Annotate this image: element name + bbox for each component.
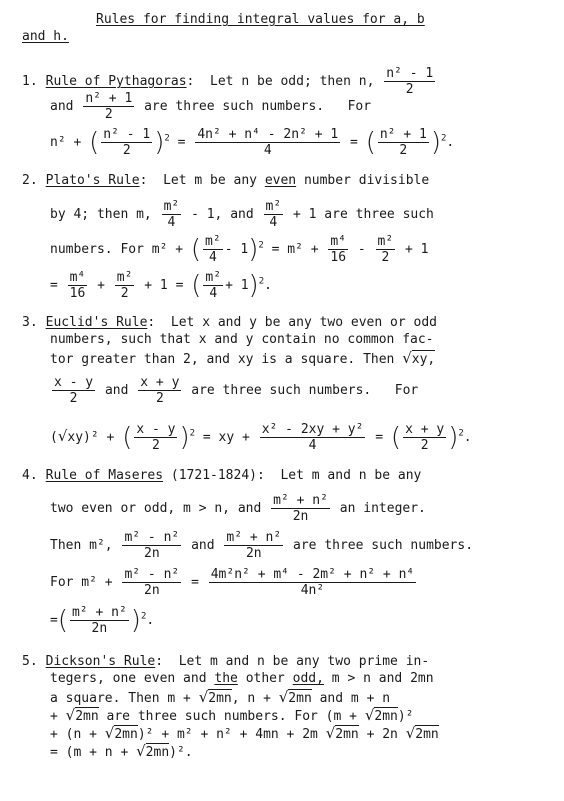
denominator: 2	[152, 438, 160, 453]
fraction	[203, 271, 223, 300]
denominator: 2	[399, 143, 408, 158]
rule-text: an integer.	[339, 501, 426, 516]
equation-text: + 2n	[366, 727, 398, 742]
rule-3-line-4	[50, 376, 418, 405]
equals: =	[375, 430, 384, 445]
numerator: x + y	[140, 375, 180, 390]
numerator: x² - 2xy + y²	[261, 422, 364, 437]
radicand: 2mn	[374, 709, 398, 724]
rule-text: Let n be odd; then n,	[210, 74, 375, 89]
rule-text: other	[245, 671, 285, 686]
left-paren: (	[365, 127, 376, 158]
numerator: m⁴	[330, 234, 347, 249]
denominator: 2n	[245, 546, 262, 561]
rule-text: Let x and y be any two even or odd	[170, 315, 437, 330]
radical-sign: √	[57, 427, 68, 445]
rule-text: Let m and n be any	[280, 468, 422, 483]
rule-text: + 1 are three such	[293, 207, 434, 222]
rule-text: and	[50, 99, 74, 114]
exponent: 2	[189, 428, 196, 439]
radicand: 2mn	[415, 727, 439, 742]
radical-sign: √	[405, 724, 416, 742]
rule-text: tegers, one even and	[50, 671, 207, 686]
rule-text: and m + n	[319, 691, 391, 706]
right-paren: )	[179, 422, 190, 453]
numerator: m² + n²	[226, 530, 282, 545]
exponent: 2	[440, 133, 447, 144]
rule-number: 5.	[22, 654, 38, 669]
radical-sign: √	[65, 706, 76, 724]
equation-text: )² + m² + n² + 4mn + 2m	[137, 727, 318, 742]
numerator: n² + 1	[85, 91, 133, 106]
denominator: 2n	[144, 583, 160, 598]
radical-sign: √	[402, 349, 412, 367]
right-paren: )	[430, 127, 441, 158]
denominator: 4	[167, 215, 176, 230]
rule-5-line-4	[50, 707, 414, 725]
equation-text: )².	[169, 745, 193, 760]
rule-text: a square. Then m +	[50, 691, 191, 706]
radical-sign: √	[278, 688, 289, 706]
equation-text: For m² +	[50, 575, 113, 590]
fraction	[224, 531, 283, 560]
radicand: 2mn	[75, 709, 99, 724]
fraction	[83, 92, 134, 121]
period: .	[146, 613, 155, 628]
numerator: m²	[205, 270, 222, 285]
rule-3-line-1	[22, 315, 437, 331]
fraction	[260, 423, 366, 452]
fraction	[195, 128, 340, 157]
equation-text: = xy +	[202, 430, 250, 445]
rule-text: two even or odd, m > n, and	[50, 501, 262, 516]
rule-text: by 4; then m,	[50, 207, 152, 222]
numerator: x - y	[136, 422, 176, 437]
colon: :	[139, 173, 148, 188]
rule-4-line-4	[50, 568, 418, 597]
fraction	[271, 494, 330, 523]
radical-sign: √	[136, 742, 146, 760]
denominator: 4	[263, 143, 272, 158]
equation-text: + 1 =	[144, 278, 184, 293]
fraction	[138, 376, 181, 405]
rule-name: Dickson's Rule	[45, 654, 156, 669]
equals: =	[50, 613, 58, 628]
rule-text: tor greater than 2, and xy is a square. Then	[50, 352, 395, 367]
period: .	[446, 135, 455, 150]
rule-5-line-3	[50, 689, 390, 707]
rule-number: 2.	[22, 173, 38, 188]
denominator: 4	[208, 250, 217, 265]
radical-sign: √	[198, 688, 209, 706]
radicand: 2mn	[288, 691, 312, 706]
rule-4-line-5	[50, 606, 154, 635]
rule-5-line-2	[50, 671, 434, 687]
left-paren: (	[122, 422, 133, 453]
equals: =	[350, 135, 358, 150]
numerator: m² + n²	[71, 605, 127, 620]
denominator: 2	[120, 286, 129, 301]
rule-name: Rule of Pythagoras	[45, 74, 187, 89]
numerator: m⁴	[69, 270, 86, 285]
denominator: 2	[104, 107, 113, 122]
equals: =	[50, 278, 58, 293]
exponent: 2	[140, 611, 147, 622]
numerator: m²	[205, 234, 221, 249]
denominator: 2	[155, 391, 164, 406]
numerator: m²	[163, 199, 180, 214]
denominator: 4	[308, 438, 317, 453]
right-paren: )	[130, 605, 141, 636]
numerator: m² + n²	[273, 493, 328, 508]
numerator: 4n² + n⁴ - 2n² + 1	[197, 127, 339, 142]
numerator: n² - 1	[103, 127, 151, 142]
rule-text: Then m²,	[50, 538, 113, 553]
equation-text: + 1	[405, 242, 429, 257]
radicand: 2mn	[335, 727, 359, 742]
rule-5-line-5	[50, 725, 439, 743]
period: .	[264, 278, 272, 293]
denominator: 4	[209, 286, 218, 301]
rule-text: are three such numbers.	[191, 383, 372, 398]
colon: :	[147, 315, 156, 330]
period: .	[463, 430, 472, 445]
colon: :	[155, 654, 164, 669]
numerator: 4m²n² + m⁴ - 2m² + n² + n⁴	[210, 567, 415, 582]
rule-4-line-2	[50, 494, 426, 523]
denominator: 4n²	[300, 583, 325, 598]
rule-5-line-1	[22, 654, 429, 670]
left-paren: (	[57, 605, 68, 636]
denominator: 2	[122, 143, 131, 158]
left-paren: (	[190, 234, 202, 265]
radicand: xy,	[411, 352, 436, 367]
radical-sign: √	[325, 724, 336, 742]
rule-dates: (1721-1824):	[170, 468, 265, 483]
page-title-continued: and h.	[22, 29, 69, 44]
numerator: x - y	[54, 375, 94, 390]
left-paren: (	[50, 430, 58, 445]
equation-text: + (n +	[50, 727, 97, 742]
rule-number: 3.	[22, 315, 38, 330]
equals: =	[177, 135, 186, 150]
rule-3-line-2: numbers, such that x and y contain no common fac-	[50, 332, 434, 347]
left-paren: (	[89, 127, 100, 158]
rule-1-equation	[50, 128, 454, 157]
rule-5-line-6	[50, 743, 193, 761]
right-paren: )	[154, 127, 165, 158]
equation-text: = (m + n +	[50, 745, 129, 760]
rule-text: , n +	[231, 691, 271, 706]
numerator: x + y	[405, 422, 445, 437]
denominator: 2n	[91, 621, 108, 636]
rule-number: 4.	[22, 468, 38, 483]
rule-3-line-3	[50, 350, 435, 368]
denominator: 16	[69, 286, 86, 301]
rule-text: and	[191, 538, 215, 553]
fraction	[328, 235, 348, 264]
fraction	[115, 271, 135, 300]
radicand: 2mn	[208, 691, 232, 706]
numerator: n² - 1	[386, 66, 434, 81]
numerator: m² - n²	[124, 567, 180, 582]
rule-text: are three such numbers. For (m +	[106, 709, 357, 724]
fraction	[376, 235, 396, 264]
fraction	[209, 568, 417, 597]
rule-text: and	[104, 383, 129, 398]
plus: +	[97, 278, 105, 293]
exponent: 2	[258, 240, 264, 251]
rule-2-line-4	[50, 271, 272, 300]
rule-name: Euclid's Rule	[45, 315, 148, 330]
rule-3-equation	[50, 423, 472, 452]
exponent: 2	[458, 428, 464, 439]
radicand: 2mn	[145, 745, 170, 760]
right-paren: )	[248, 270, 259, 301]
right-paren: )	[448, 422, 459, 453]
rule-number: 1.	[22, 74, 38, 89]
fraction	[70, 606, 129, 635]
equals: =	[191, 575, 199, 590]
denominator: 4	[269, 215, 278, 230]
equation-text: xy)² +	[67, 430, 115, 445]
fraction	[52, 376, 95, 405]
denominator: 2	[405, 82, 414, 97]
fraction	[264, 200, 284, 229]
rule-text: For	[347, 99, 372, 114]
left-paren: (	[191, 270, 202, 301]
rule-text: - 1, and	[191, 207, 254, 222]
denominator: 2	[69, 391, 78, 406]
rule-text: are three such numbers.	[144, 99, 325, 114]
equation-text: n² +	[50, 135, 82, 150]
numerator: n² + 1	[379, 127, 427, 142]
fraction	[203, 235, 223, 264]
minus: -	[357, 242, 366, 257]
emphasis: even	[264, 173, 297, 188]
equation-text: = m² +	[271, 242, 319, 257]
numerator: m²	[265, 199, 282, 214]
radical-sign: √	[104, 724, 115, 742]
rule-text: Let m and n be any two prime in-	[178, 654, 430, 669]
exponent: 2	[258, 276, 265, 287]
numerator: m² - n²	[124, 530, 180, 545]
fraction	[68, 271, 88, 300]
rule-2-line-2	[50, 200, 434, 229]
rule-4-line-3	[50, 531, 473, 560]
equation-text: + 1	[225, 278, 249, 293]
fraction	[403, 423, 446, 452]
radicand: 2mn	[114, 727, 138, 742]
rule-text: m > n and 2mn	[331, 671, 434, 686]
rule-text: numbers. For m² +	[50, 242, 184, 257]
fraction	[122, 568, 181, 597]
rule-text: +	[50, 709, 58, 724]
right-paren: )	[248, 234, 259, 265]
fraction	[384, 67, 435, 96]
radical-sign: √	[364, 706, 375, 724]
denominator: 2n	[292, 509, 309, 524]
rule-text: Let m be any	[163, 173, 257, 188]
denominator: 2	[381, 250, 390, 265]
rule-name: Rule of Maseres	[45, 468, 164, 483]
equation-text: )²	[397, 709, 414, 724]
rule-4-line-1	[22, 468, 421, 484]
fraction	[162, 200, 182, 229]
numerator: m²	[377, 234, 394, 249]
denominator: 2	[420, 438, 429, 453]
rule-name: Plato's Rule	[45, 173, 140, 188]
rule-text: For	[394, 383, 419, 398]
emphasis: odd,	[292, 671, 324, 686]
equation-text: - 1	[224, 242, 249, 257]
page-title: Rules for finding integral values for a, b	[96, 12, 425, 27]
left-paren: (	[390, 422, 402, 453]
denominator: 16	[330, 250, 347, 265]
fraction	[101, 128, 152, 157]
colon: :	[186, 74, 195, 89]
rule-2-line-3	[50, 235, 429, 264]
fraction	[378, 128, 429, 157]
emphasis: the	[214, 671, 238, 686]
exponent: 2	[164, 133, 170, 144]
rule-text: number divisible	[303, 173, 430, 188]
rule-2-line-1	[22, 173, 429, 189]
numerator: m²	[116, 270, 133, 285]
fraction	[134, 423, 177, 452]
rule-1-line-2	[50, 92, 371, 121]
denominator: 2n	[144, 546, 160, 561]
fraction	[122, 531, 181, 560]
rule-text: are three such numbers.	[293, 538, 474, 553]
